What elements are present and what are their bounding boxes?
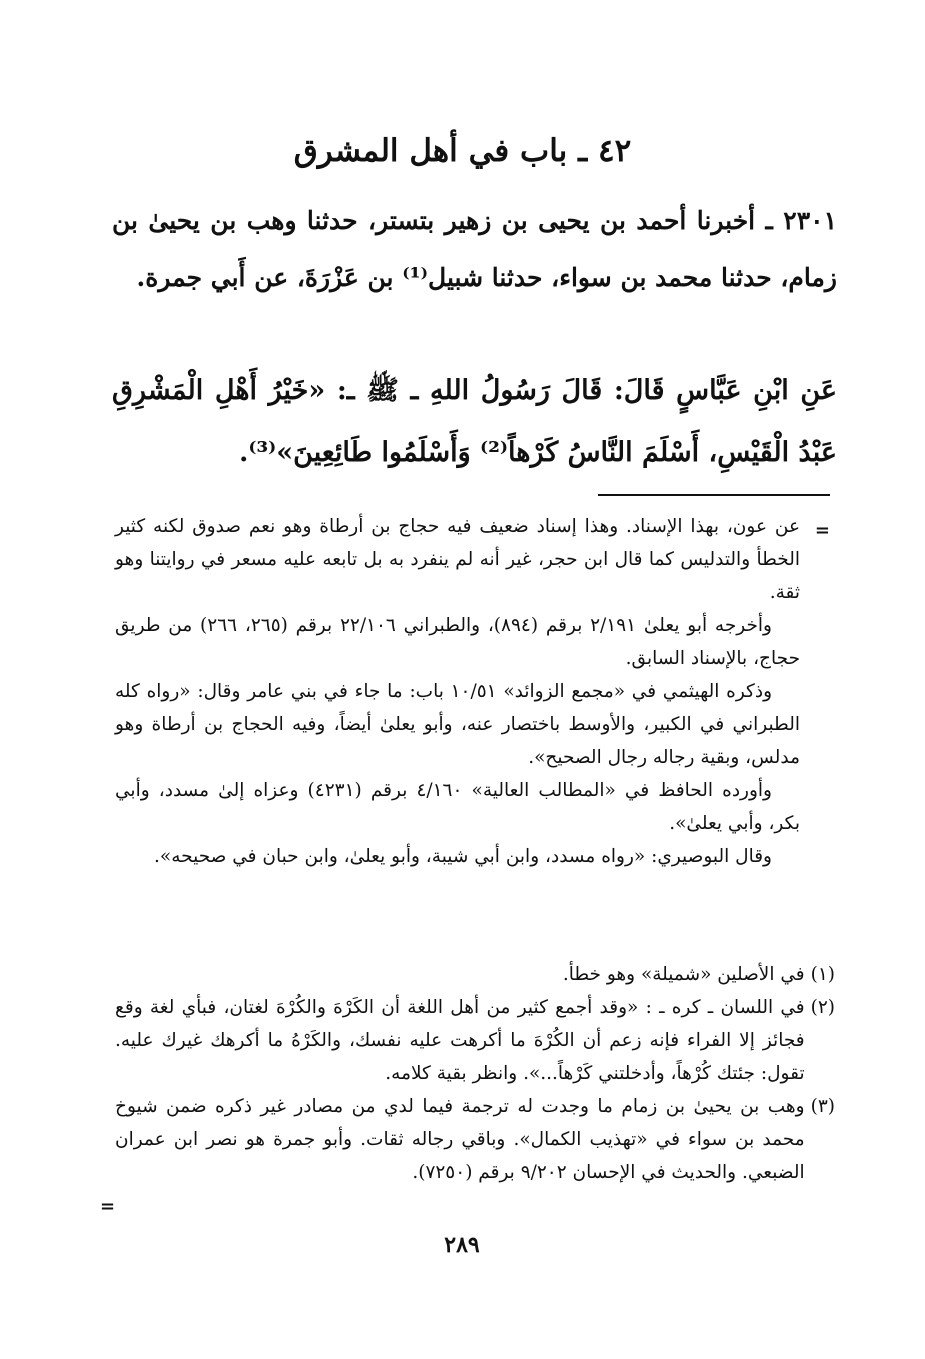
footnote <box>115 1090 835 1189</box>
hadith-matn: عَنِ ابْنِ عَبَّاسٍ قَالَ: قَالَ رَسُولُ اللهِ ـ ﷺ ـ: «خَيْرُ أَهْلِ الْمَشْرِقِ عَبْدُ الْقَيْسِ، أَسْلَمَ النَّاسُ كَرْهاً⁽²⁾ وَأَسْلَمُوا طَائِعِينَ»⁽³⁾. <box>112 375 837 468</box>
footnote-text: في اللسان ـ كره ـ : «وقد أجمع كثير من أهل اللغة أن الكَرْهَ والكُرْهَ لغتان، فبأي لغة وقع فجائز إلا الفراء فإنه زعم أن الكُرْهَ ما أكرهت عليه نفسك، والكَرْهُ ما أكرهك غيرك عليه. تقول: جئتك كُرْهاً، وأدخلتني كَرْهاً...». وانظر بقية كلامه. <box>115 997 805 1084</box>
footnote-text: في الأصلين «شميلة» وهو خطأ. <box>562 964 805 985</box>
footnote-paragraph: وأخرجه أبو يعلىٰ ٢/١٩١ برقم (٨٩٤)، والطبراني ٢٢/١٠٦ برقم (٢٦٥، ٢٦٦) من طريق حجاج، بالإسناد السابق. <box>115 615 800 669</box>
continuation-mark: = <box>814 520 830 541</box>
hadith-isnad: ٢٣٠١ ـ أخبرنا أحمد بن يحيى بن زهير بتستر، حدثنا وهب بن يحيىٰ بن زمام، حدثنا محمد بن سواء، حدثنا شبيل⁽¹⁾ بن عَزْرَةَ، عن أَبي جمرة. <box>112 206 837 292</box>
footnote-paragraph: عن عون، بهذا الإسناد. وهذا إسناد ضعيف فيه حجاج بن أرطاة وهو نعم صدوق لكنه كثير الخطأ والتدليس كما قال ابن حجر، غير أنه لم ينفرد به بل تابعه عليه مسعر في روايتنا وهو ثقة. <box>115 516 800 603</box>
page-number: ٢٨٩ <box>444 1232 480 1258</box>
footnote-number: (٢) <box>810 997 835 1018</box>
footnotes-list <box>115 958 835 1189</box>
footnote-paragraph: وقال البوصيري: «رواه مسدد، وابن أبي شيبة، وأبو يعلىٰ، وابن حبان في صحيحه». <box>154 846 772 867</box>
footnote-separator <box>598 494 830 496</box>
footnote-paragraph: وذكره الهيثمي في «مجمع الزوائد» ١٠/٥١ باب: ما جاء في بني عامر وقال: «رواه كله الطبراني في الكبير، والأوسط باختصار عنه، وأبو يعلىٰ أيضاً، وفيه الحجاج بن أرطاة وهو مدلس، وبقية رجاله رجال الصحيح». <box>115 681 800 768</box>
footnote-continuation <box>115 510 800 873</box>
footnote <box>115 991 835 1090</box>
continuation-mark: = <box>100 1196 116 1217</box>
footnote-text: وهب بن يحيىٰ بن زمام ما وجدت له ترجمة فيما لدي من مصادر غير ذكره ضمن شيوخ محمد بن سواء في «تهذيب الكمال». وباقي رجاله ثقات. وأبو جمرة هو نصر ابن عمران الضبعي. والحديث في الإحسان ٩/٢٠٢ برقم (٧٢٥٠). <box>115 1096 805 1183</box>
footnote <box>115 958 835 991</box>
footnote-number: (٣) <box>810 1096 835 1117</box>
footnote-number: (١) <box>810 964 835 985</box>
chapter-heading: ٤٢ ـ باب في أهل المشرق <box>293 133 632 169</box>
footnote-paragraph: وأورده الحافظ في «المطالب العالية» ٤/١٦٠ برقم (٤٢٣١) وعزاه إلىٰ مسدد، وأبي بكر، وأبي يعلىٰ». <box>115 780 800 834</box>
